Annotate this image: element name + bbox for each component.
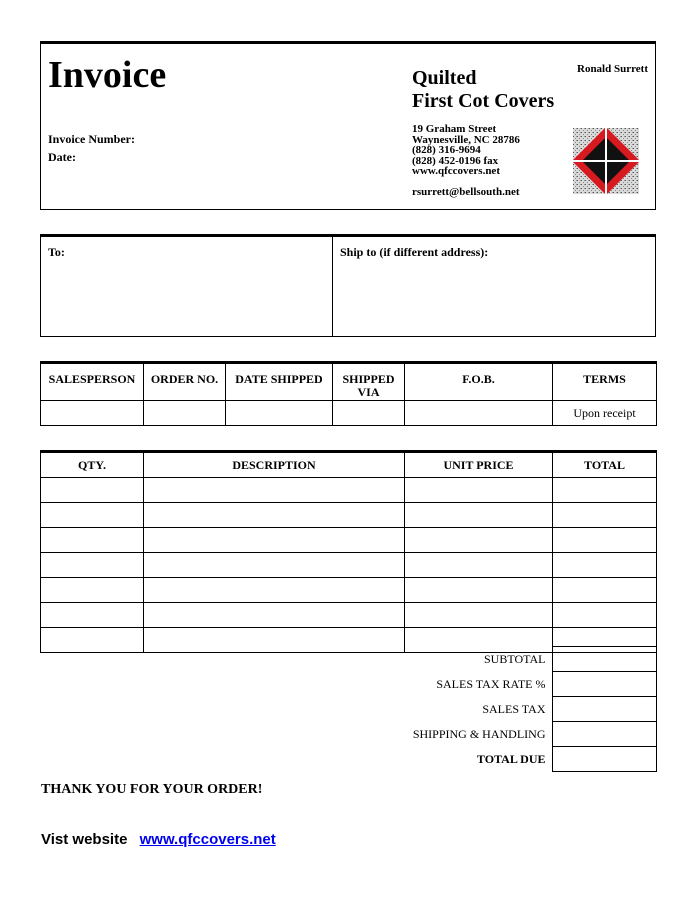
invoice-title: Invoice [48, 54, 167, 96]
date-shipped-header: DATE SHIPPED [226, 363, 333, 401]
thank-you-message: THANK YOU FOR YOUR ORDER! [41, 782, 263, 797]
description-cell[interactable] [144, 628, 405, 653]
totals-table [410, 646, 657, 772]
address-street: 19 Graham Street [412, 123, 497, 135]
sales-tax-label: SALES TAX [482, 701, 546, 716]
line-total-cell[interactable] [553, 478, 657, 503]
tax-rate-value[interactable] [552, 672, 656, 697]
bill-to-cell[interactable] [41, 237, 333, 336]
order-no-value[interactable] [144, 401, 226, 426]
qty-cell[interactable] [41, 628, 144, 653]
shipping-label: SHIPPING & HANDLING [412, 726, 546, 741]
total-due-value[interactable] [552, 747, 656, 772]
sales-tax-value[interactable] [552, 697, 656, 722]
order-info-header-row [41, 363, 657, 401]
unit-price-cell[interactable] [405, 528, 553, 553]
date-shipped-value[interactable] [226, 401, 333, 426]
website-link[interactable]: www.qfccovers.net [139, 831, 276, 848]
date-label: Date: [48, 150, 76, 164]
unit-price-header: UNIT PRICE [405, 452, 553, 478]
terms-value[interactable]: Upon receipt [553, 401, 657, 426]
ship-to-cell[interactable] [333, 237, 654, 336]
order-no-header: ORDER NO. [144, 363, 226, 401]
quilt-logo-icon [573, 128, 639, 194]
unit-price-cell[interactable] [405, 478, 553, 503]
line-total-cell[interactable] [553, 553, 657, 578]
salesperson-value[interactable] [41, 401, 144, 426]
terms-header: TERMS [553, 363, 657, 401]
total-due-row [410, 747, 656, 772]
address-section [40, 234, 656, 337]
invoice-number-label: Invoice Number: [48, 132, 135, 146]
qty-cell[interactable] [41, 503, 144, 528]
ship-to-label: Ship to (if different address): [340, 245, 489, 259]
line-total-cell[interactable] [553, 578, 657, 603]
unit-price-cell[interactable] [405, 503, 553, 528]
owner-name: Ronald Surrett [577, 63, 648, 75]
description-cell[interactable] [144, 478, 405, 503]
shipped-via-header: SHIPPED VIA [333, 363, 405, 401]
address-email: rsurrett@bellsouth.net [412, 186, 520, 198]
total-header: TOTAL [553, 452, 657, 478]
table-row [41, 478, 657, 503]
tax-rate-label: SALES TAX RATE % [436, 676, 546, 691]
qty-header: QTY. [41, 452, 144, 478]
line-items-header-row [41, 452, 657, 478]
line-total-cell[interactable] [553, 603, 657, 628]
shipping-row [410, 722, 656, 747]
unit-price-cell[interactable] [405, 603, 553, 628]
description-cell[interactable] [144, 553, 405, 578]
address-city: Waynesville, NC 28786 [412, 134, 520, 146]
total-due-label: TOTAL DUE [476, 751, 546, 766]
sales-tax-row [410, 697, 656, 722]
line-items-table [40, 450, 657, 653]
qty-cell[interactable] [41, 578, 144, 603]
website-line [41, 831, 276, 848]
address-phone: (828) 316-9694 [412, 144, 481, 156]
table-row [41, 528, 657, 553]
description-cell[interactable] [144, 603, 405, 628]
order-info-table [40, 361, 657, 426]
description-cell[interactable] [144, 578, 405, 603]
subtotal-label: SUBTOTAL [484, 651, 546, 666]
description-header: DESCRIPTION [144, 452, 405, 478]
subtotal-row [410, 647, 656, 672]
salesperson-header: SALESPERSON [41, 363, 144, 401]
unit-price-cell[interactable] [405, 553, 553, 578]
company-name-line1: Quilted [412, 67, 477, 89]
invoice-header [40, 41, 656, 210]
line-total-cell[interactable] [553, 528, 657, 553]
fob-value[interactable] [405, 401, 553, 426]
qty-cell[interactable] [41, 603, 144, 628]
table-row [41, 503, 657, 528]
qty-cell[interactable] [41, 528, 144, 553]
table-row [41, 553, 657, 578]
qty-cell[interactable] [41, 553, 144, 578]
company-name-line2: First Cot Covers [412, 90, 555, 112]
shipping-value[interactable] [552, 722, 656, 747]
table-row [41, 578, 657, 603]
visit-website-label: Vist website [41, 831, 128, 848]
shipped-via-value[interactable] [333, 401, 405, 426]
order-info-value-row [41, 401, 657, 426]
subtotal-value[interactable] [552, 647, 656, 672]
to-label: To: [48, 245, 65, 259]
tax-rate-row [410, 672, 656, 697]
unit-price-cell[interactable] [405, 578, 553, 603]
line-total-cell[interactable] [553, 503, 657, 528]
table-row [41, 603, 657, 628]
address-fax: (828) 452-0196 fax [412, 155, 499, 167]
qty-cell[interactable] [41, 478, 144, 503]
fob-header: F.O.B. [405, 363, 553, 401]
description-cell[interactable] [144, 528, 405, 553]
address-website: www.qfccovers.net [412, 165, 500, 177]
description-cell[interactable] [144, 503, 405, 528]
